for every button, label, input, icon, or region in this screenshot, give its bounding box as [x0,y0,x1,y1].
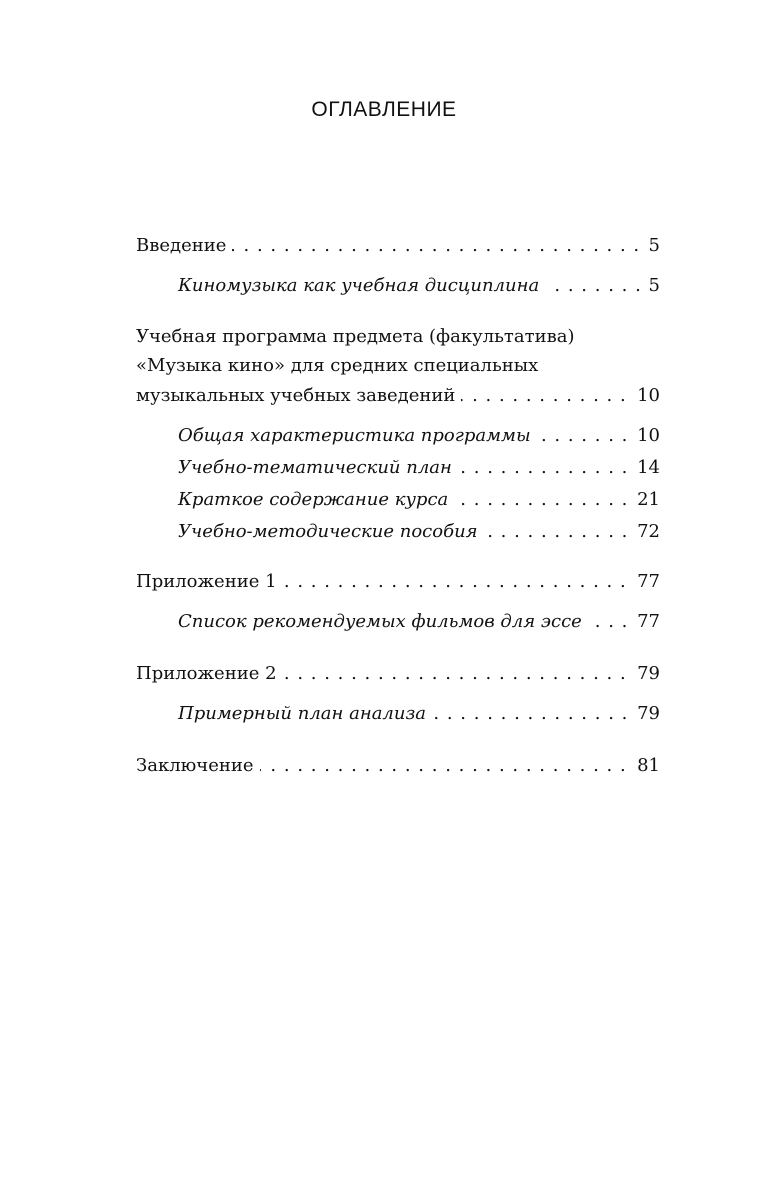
toc-entry-page: 21 [631,484,660,516]
toc-entry-title-line: Учебная программа предмета (факультатива) [136,326,575,347]
toc-entry-title: Общая характеристика программы [178,425,537,446]
toc-entry-title: Приложение 2 [136,663,283,684]
table-of-contents [136,230,660,782]
toc-entry-program-last-line [136,380,660,412]
toc-subentry-thematic-plan [136,452,660,484]
toc-entry-title: Приложение 1 [136,571,283,592]
toc-entry-page: 14 [631,452,660,484]
page-title: ОГЛАВЛЕНИЕ [311,98,457,121]
toc-entry-title: Примерный план анализа [178,703,432,724]
toc-entry-title: Киномузыка как учебная дисциплина [178,275,545,296]
toc-entry-title: Список рекомендуемых фильмов для эссе [178,611,588,632]
toc-entry-title: Заключение [136,755,260,776]
toc-entry-page: 5 [643,270,660,302]
toc-entry-conclusion [136,750,660,782]
toc-entry-appendix-1 [136,566,660,598]
toc-entry-title: Учебно-тематический план [178,457,458,478]
toc-subentry-film-music [136,270,660,302]
toc-subentry-program-overview [136,420,660,452]
toc-entry-page: 81 [631,750,660,782]
toc-entry-page: 77 [631,606,660,638]
toc-entry-intro [136,230,660,262]
toc-entry-title-line: музыкальных учебных заведений [136,385,461,406]
toc-entry-page: 77 [631,566,660,598]
toc-entry-title-line: «Музыка кино» для средних специальных [136,355,539,376]
toc-entry-page: 10 [631,420,660,452]
toc-entry-appendix-2 [136,658,660,690]
toc-entry-page: 10 [631,380,660,412]
toc-subentry-film-list [136,606,660,638]
toc-entry-title: Краткое содержание курса [178,489,454,510]
toc-entry-program [136,322,660,380]
toc-entry-page: 79 [631,658,660,690]
toc-subentry-teaching-aids [136,516,660,548]
toc-entry-page: 5 [643,230,660,262]
toc-subentry-analysis-plan [136,698,660,730]
toc-entry-page: 72 [631,516,660,548]
toc-entry-title: Учебно-методические пособия [178,521,484,542]
toc-entry-page: 79 [631,698,660,730]
toc-subentry-course-summary [136,484,660,516]
toc-entry-title: Введение [136,235,232,256]
